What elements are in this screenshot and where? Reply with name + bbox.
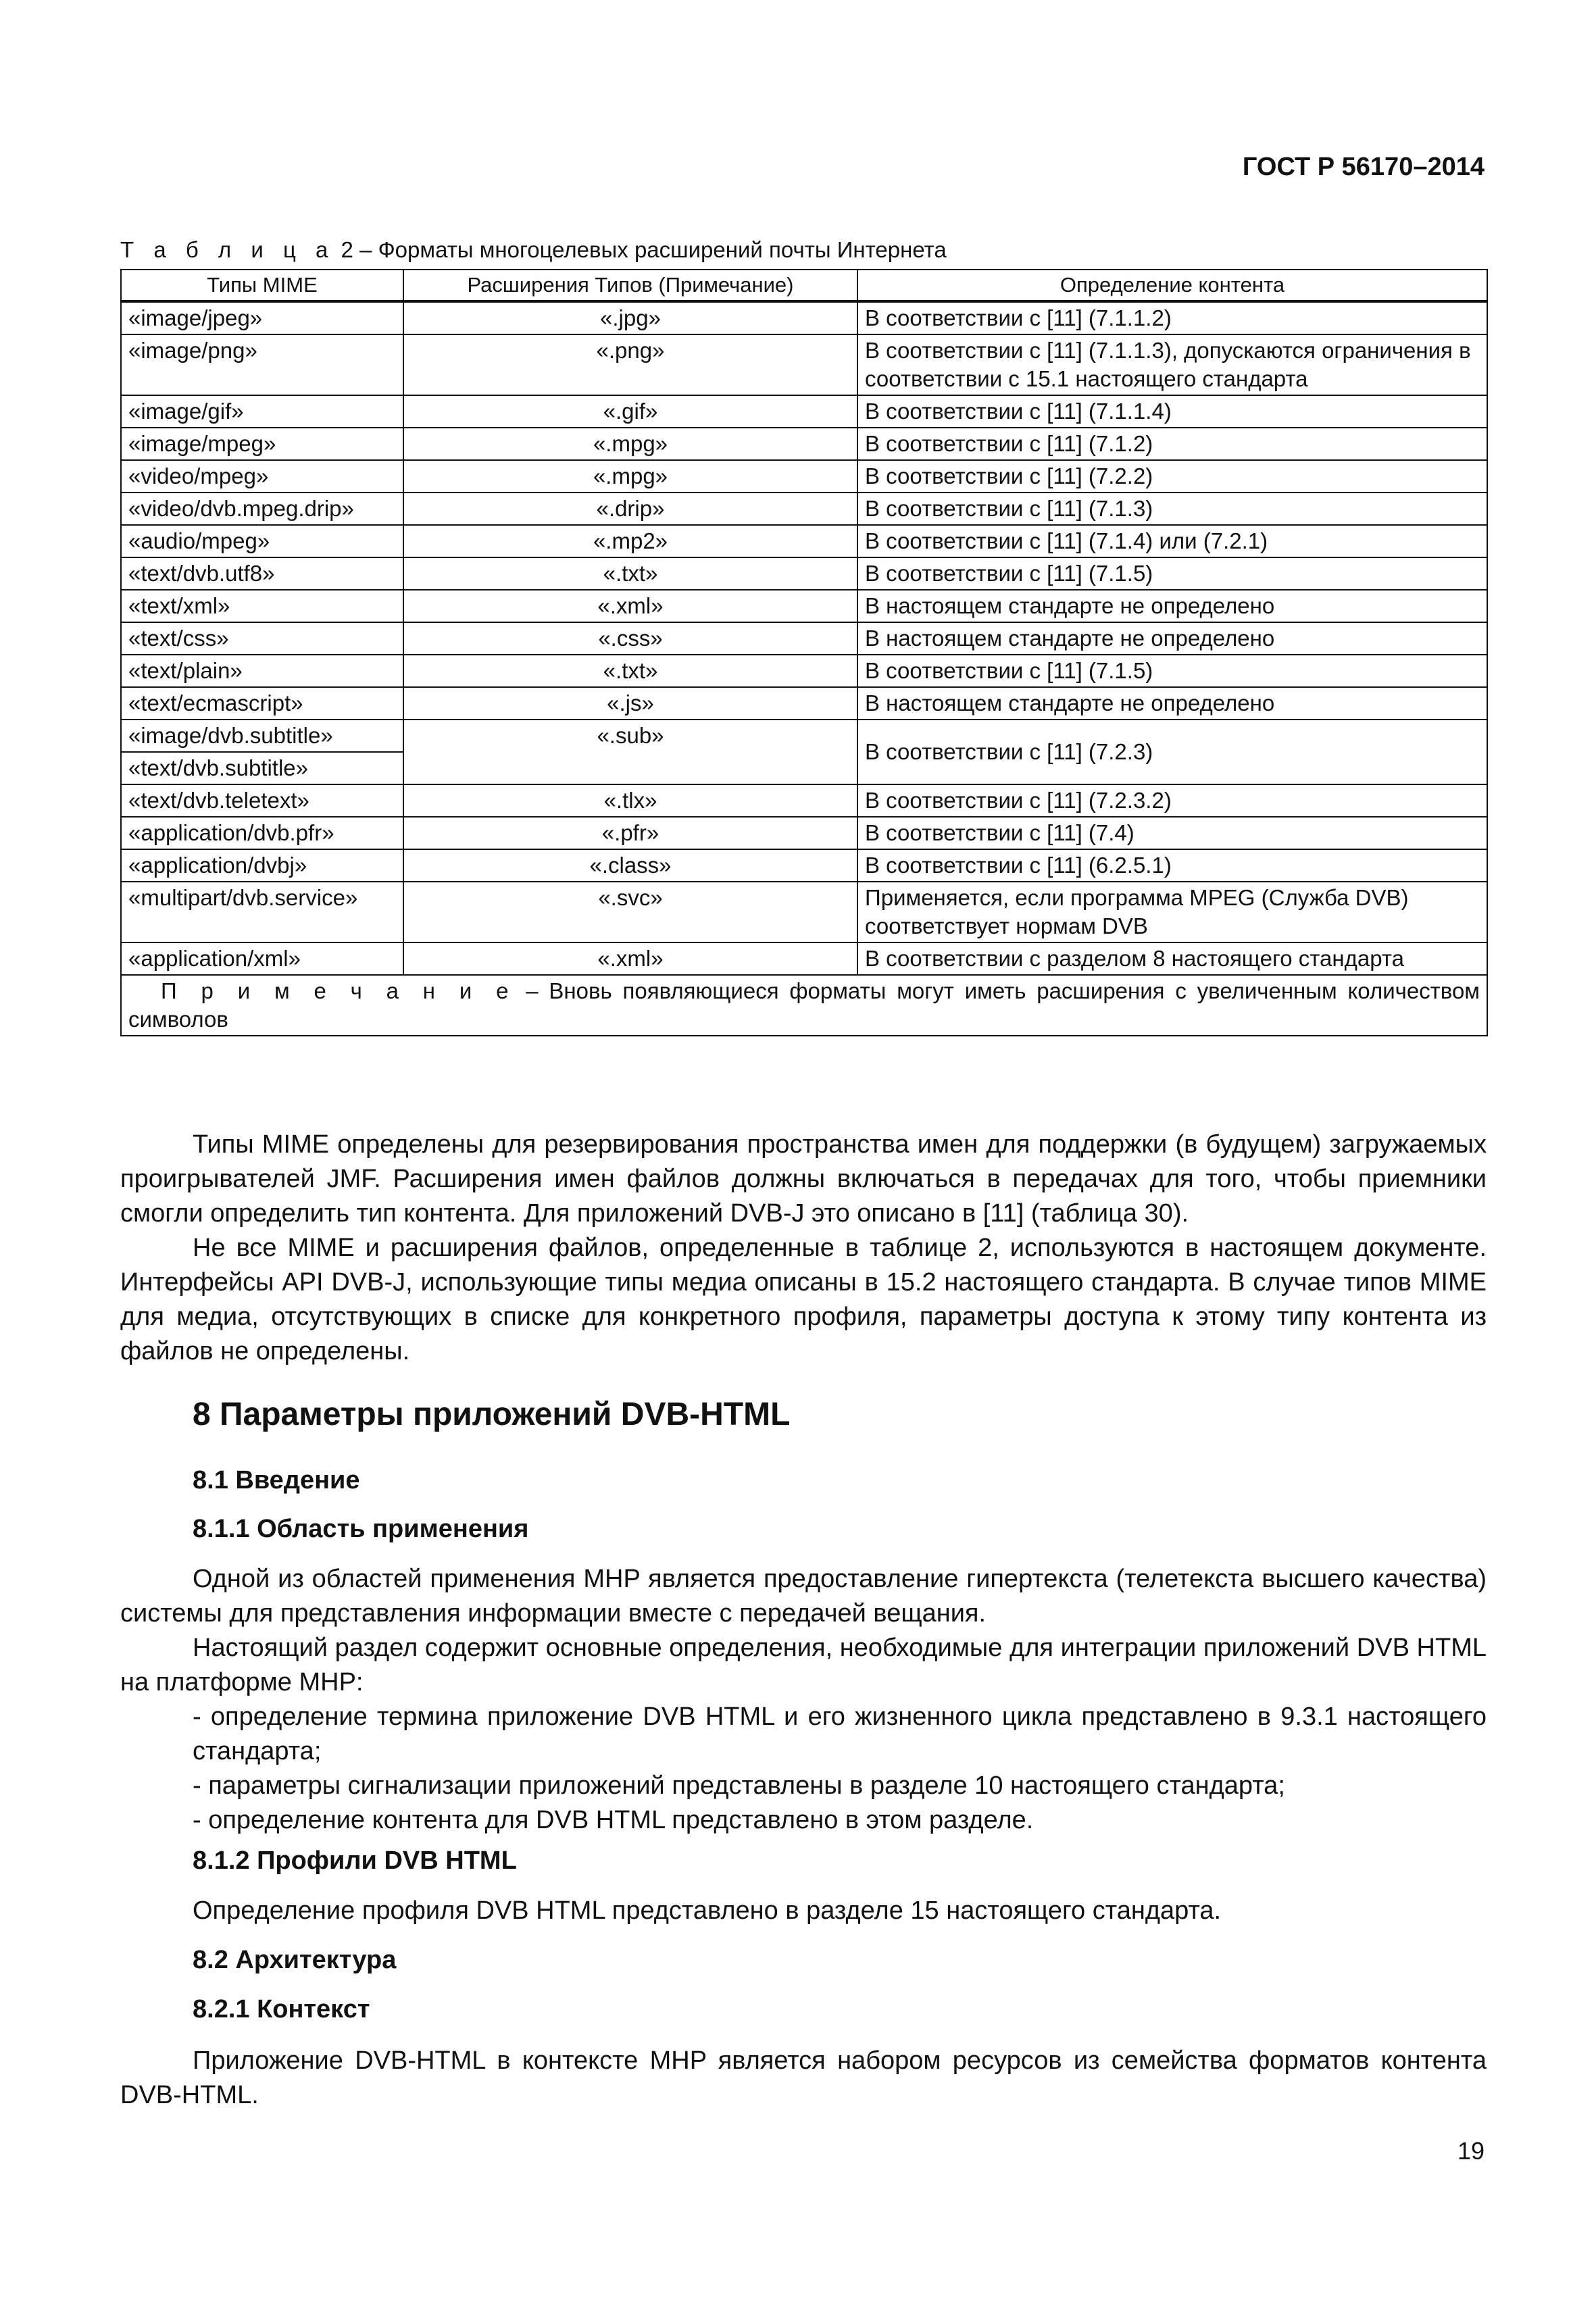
column-header-mime: Типы MIME: [121, 270, 403, 301]
cell-definition: В настоящем стандарте не определено: [857, 687, 1487, 720]
table-row: [121, 557, 1487, 590]
cell-mime: «image/png»: [121, 334, 403, 395]
list-item-text: - определение контента для DVB HTML представлено в этом разделе.: [193, 1806, 1034, 1834]
section-8-2-1-heading: 8.2.1 Контекст: [193, 1995, 370, 2023]
table-row: [121, 687, 1487, 720]
cell-extension: «.xml»: [403, 590, 857, 622]
cell-extension: «.png»: [403, 334, 857, 395]
cell-definition: В соответствии с разделом 8 настоящего стандарта: [857, 942, 1487, 975]
cell-extension: «.xml»: [403, 942, 857, 975]
table-row: [121, 395, 1487, 428]
list-item-text: - параметры сигнализации приложений представлены в разделе 10 настоящего стандарта;: [193, 1771, 1285, 1800]
table-row: [121, 849, 1487, 882]
cell-mime: «image/mpeg»: [121, 428, 403, 460]
table-note: [121, 975, 1487, 1036]
cell-definition: В соответствии с [11] (7.1.5): [857, 655, 1487, 687]
section-8-1-2-heading: 8.1.2 Профили DVB HTML: [193, 1846, 517, 1875]
cell-mime: «image/jpeg»: [121, 301, 403, 334]
table-row: [121, 428, 1487, 460]
cell-definition: В соответствии с [11] (7.2.3): [857, 720, 1487, 784]
cell-extension: «.js»: [403, 687, 857, 720]
cell-mime: «video/mpeg»: [121, 460, 403, 493]
cell-mime: «multipart/dvb.service»: [121, 882, 403, 942]
section-8-2-heading: 8.2 Архитектура: [193, 1946, 397, 1974]
table-row: [121, 622, 1487, 655]
cell-definition: В соответствии с [11] (7.1.2): [857, 428, 1487, 460]
cell-mime: «application/dvbj»: [121, 849, 403, 882]
paragraph: Одной из областей применения MHP является предоставление гипертекста (телетекста высшего качества) системы для представления информации вместе с передачей вещания.: [120, 1565, 1487, 1628]
list-item: [120, 1769, 1487, 1803]
table-caption-text: 2 – Форматы многоцелевых расширений почты Интернета: [334, 237, 947, 262]
cell-mime: «video/dvb.mpeg.drip»: [121, 493, 403, 525]
cell-extension: «.class»: [403, 849, 857, 882]
table-row: [121, 942, 1487, 975]
section-8-1-1-heading: 8.1.1 Область применения: [193, 1515, 529, 1543]
cell-definition: В настоящем стандарте не определено: [857, 622, 1487, 655]
cell-definition: В соответствии с [11] (7.2.3.2): [857, 784, 1487, 817]
cell-extension: «.jpg»: [403, 301, 857, 334]
table-header-row: [121, 270, 1487, 301]
table-row: [121, 720, 1487, 752]
table-note-label: П р и м е ч а н и е: [161, 978, 516, 1003]
cell-mime: «text/dvb.subtitle»: [121, 752, 403, 784]
cell-definition: В соответствии с [11] (7.1.4) или (7.2.1): [857, 525, 1487, 557]
cell-definition: В соответствии с [11] (7.1.5): [857, 557, 1487, 590]
table-caption-label: Т а б л и ц а: [120, 237, 335, 262]
cell-definition: В соответствии с [11] (7.2.2): [857, 460, 1487, 493]
table-row: [121, 525, 1487, 557]
paragraph: Настоящий раздел содержит основные определения, необходимые для интеграции приложений DVB HTML на платформе MHP:: [120, 1634, 1487, 1696]
cell-mime: «application/dvb.pfr»: [121, 817, 403, 849]
cell-extension: «.gif»: [403, 395, 857, 428]
table-note-row: [121, 975, 1487, 1036]
table-row: [121, 301, 1487, 334]
cell-extension: «.svc»: [403, 882, 857, 942]
cell-definition: В соответствии с [11] (7.1.1.3), допускаются ограничения в соответствии с 15.1 настоящего стандарта: [857, 334, 1487, 395]
table-row: [121, 460, 1487, 493]
cell-mime: «image/gif»: [121, 395, 403, 428]
cell-mime: «text/ecmascript»: [121, 687, 403, 720]
table-row: [121, 493, 1487, 525]
cell-extension: «.tlx»: [403, 784, 857, 817]
section-8-1-heading: 8.1 Введение: [193, 1466, 360, 1494]
paragraph: Типы MIME определены для резервирования пространства имен для поддержки (в будущем) загружаемых проигрывателей JMF. Расширения имен файлов должны включаться в передачах для того, чтобы приемники смогли определить тип контента. Для приложений DVB-J это описано в [11] (таблица 30).: [120, 1130, 1487, 1228]
list-item-text: - определение термина приложение DVB HTML и его жизненного цикла представлено в 9.3.1 настоящего стандарта;: [193, 1703, 1487, 1765]
section-8-heading: 8 Параметры приложений DVB-HTML: [193, 1397, 791, 1432]
cell-definition: В соответствии с [11] (7.1.1.2): [857, 301, 1487, 334]
cell-definition: В настоящем стандарте не определено: [857, 590, 1487, 622]
cell-mime: «audio/mpeg»: [121, 525, 403, 557]
table-row: [121, 817, 1487, 849]
section-8-1-2-body: [120, 1894, 1487, 1928]
table-row: [121, 882, 1487, 942]
section-8-2-1-body: [120, 2044, 1487, 2113]
column-header-extensions: Расширения Типов (Примечание): [403, 270, 857, 301]
document-id-header: ГОСТ Р 56170–2014: [1242, 153, 1485, 181]
cell-extension: «.txt»: [403, 557, 857, 590]
table-row: [121, 334, 1487, 395]
cell-mime: «text/dvb.teletext»: [121, 784, 403, 817]
paragraph: Определение профиля DVB HTML представлено в разделе 15 настоящего стандарта.: [193, 1896, 1222, 1925]
cell-extension: «.pfr»: [403, 817, 857, 849]
cell-extension: «.css»: [403, 622, 857, 655]
cell-mime: «text/css»: [121, 622, 403, 655]
list-item: [120, 1803, 1487, 1838]
paragraph: Приложение DVB-HTML в контексте MHP является набором ресурсов из семейства форматов контента DVB-HTML.: [120, 2046, 1487, 2109]
cell-extension: «.sub»: [403, 720, 857, 784]
text-after-table: [120, 1128, 1487, 1369]
cell-definition: Применяется, если программа MPEG (Служба DVB) соответствует нормам DVB: [857, 882, 1487, 942]
cell-definition: В соответствии с [11] (7.1.3): [857, 493, 1487, 525]
cell-mime: «text/plain»: [121, 655, 403, 687]
cell-mime: «text/xml»: [121, 590, 403, 622]
cell-definition: В соответствии с [11] (7.1.1.4): [857, 395, 1487, 428]
cell-extension: «.mpg»: [403, 428, 857, 460]
cell-definition: В соответствии с [11] (6.2.5.1): [857, 849, 1487, 882]
table-row: [121, 784, 1487, 817]
table-row: [121, 655, 1487, 687]
table-note-text: – Вновь появляющиеся форматы могут иметь расширения с увеличенным количеством символов: [128, 978, 1480, 1032]
cell-definition: В соответствии с [11] (7.4): [857, 817, 1487, 849]
cell-mime: «application/xml»: [121, 942, 403, 975]
section-8-1-1-body: [120, 1562, 1487, 1838]
paragraph: Не все MIME и расширения файлов, определенные в таблице 2, используются в настоящем документе. Интерфейсы API DVB-J, использующие типы медиа описаны в 15.2 настоящего стандарта. В случае типов MIME для медиа, отсутствующих в списке для конкретного профиля, параметры доступа к этому типу контента из файлов не определены.: [120, 1234, 1487, 1365]
cell-extension: «.txt»: [403, 655, 857, 687]
cell-extension: «.drip»: [403, 493, 857, 525]
table-caption: [120, 237, 947, 263]
cell-extension: «.mp2»: [403, 525, 857, 557]
cell-mime: «image/dvb.subtitle»: [121, 720, 403, 752]
cell-extension: «.mpg»: [403, 460, 857, 493]
mime-formats-table: [120, 269, 1488, 1036]
table-row: [121, 590, 1487, 622]
column-header-definition: Определение контента: [857, 270, 1487, 301]
cell-mime: «text/dvb.utf8»: [121, 557, 403, 590]
list-item: [120, 1700, 1487, 1769]
page-number: 19: [1457, 2137, 1485, 2165]
